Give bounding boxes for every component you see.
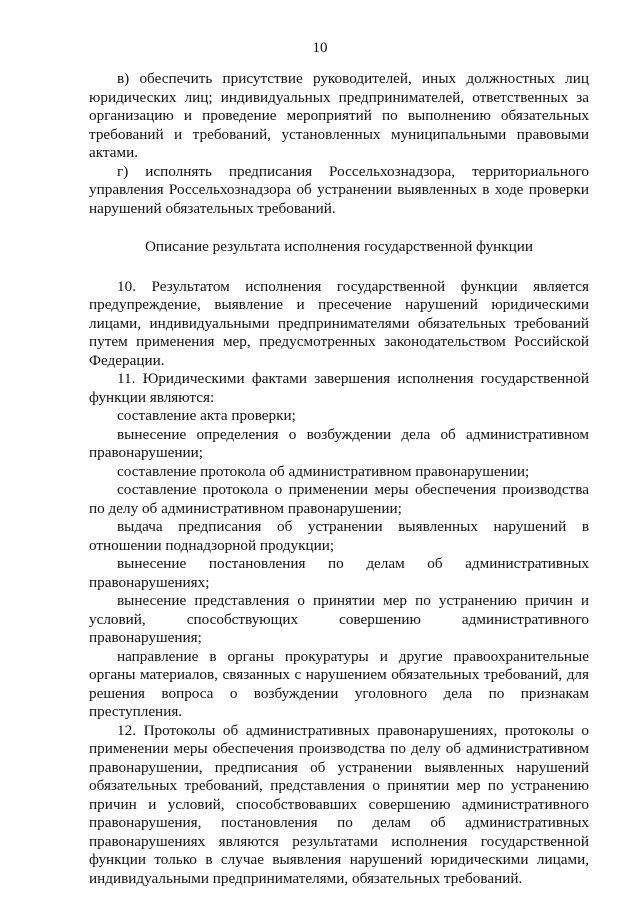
page-number: 10 <box>312 40 328 56</box>
paragraph-g: г) исполнять предписания Россельхознадзора, территориального управления Россельхознадзора об устранении выявленных в ходе проверки нарушений обязательных требований. <box>89 162 589 217</box>
list-item: вынесение постановления по делам об административных правонарушениях; <box>89 555 589 591</box>
list-item: составление протокола о применении меры обеспечения производства по делу об административном правонарушении; <box>89 481 589 517</box>
list-item: вынесение представления о принятии мер по устранению причин и условий, способствующих совершению административного правонарушения; <box>89 592 589 646</box>
paragraph-10: 10. Результатом исполнения государственной функции является предупреждение, выявление и пресечение нарушений юридическими лицами, индивидуальными предпринимателями обязательных требований путем применения мер, предусмотренных законодательством Российской Федерации. <box>89 277 589 369</box>
paragraph-11: 11. Юридическими фактами завершения исполнения государственной функции являются: <box>89 370 589 406</box>
section-heading: Описание результата исполнения государственной функции <box>144 238 534 255</box>
list-item: выдача предписания об устранении выявленных нарушений в отношении поднадзорной продукции; <box>89 518 589 554</box>
list-item: направление в органы прокуратуры и другие правоохранительные органы материалов, связанных с нарушением обязательных требований, для решения вопроса о возбуждении уголовного дела по признакам преступления. <box>89 647 589 720</box>
list-item: составление акта проверки; <box>117 407 296 424</box>
list-item: вынесение определения о возбуждении дела об административном правонарушении; <box>89 425 589 461</box>
document-body <box>89 70 589 888</box>
paragraph-12: 12. Протоколы об административных правонарушениях, протоколы о применении меры обеспечения производства по делу об административном правонарушении, предписания об устранении выявленных нарушений обязательных требований, представления о принятии мер по устранению причин и условий, способствовавших совершению административного правонарушения, постановления по делам об административных правонарушениях являются результатами исполнения государственной функции только в случае выявления нарушений юридическими лицами, индивидуальными предпринимателями, обязательных требований. <box>89 721 589 887</box>
paragraph-v: в) обеспечить присутствие руководителей, иных должностных лиц юридических лиц; индивидуальных предпринимателей, ответственных за организацию и проведение мероприятий по выполнению обязательных требований и требований, установленных муниципальными правовыми актами. <box>89 70 589 161</box>
list-item: составление протокола об административном правонарушении; <box>117 462 530 480</box>
